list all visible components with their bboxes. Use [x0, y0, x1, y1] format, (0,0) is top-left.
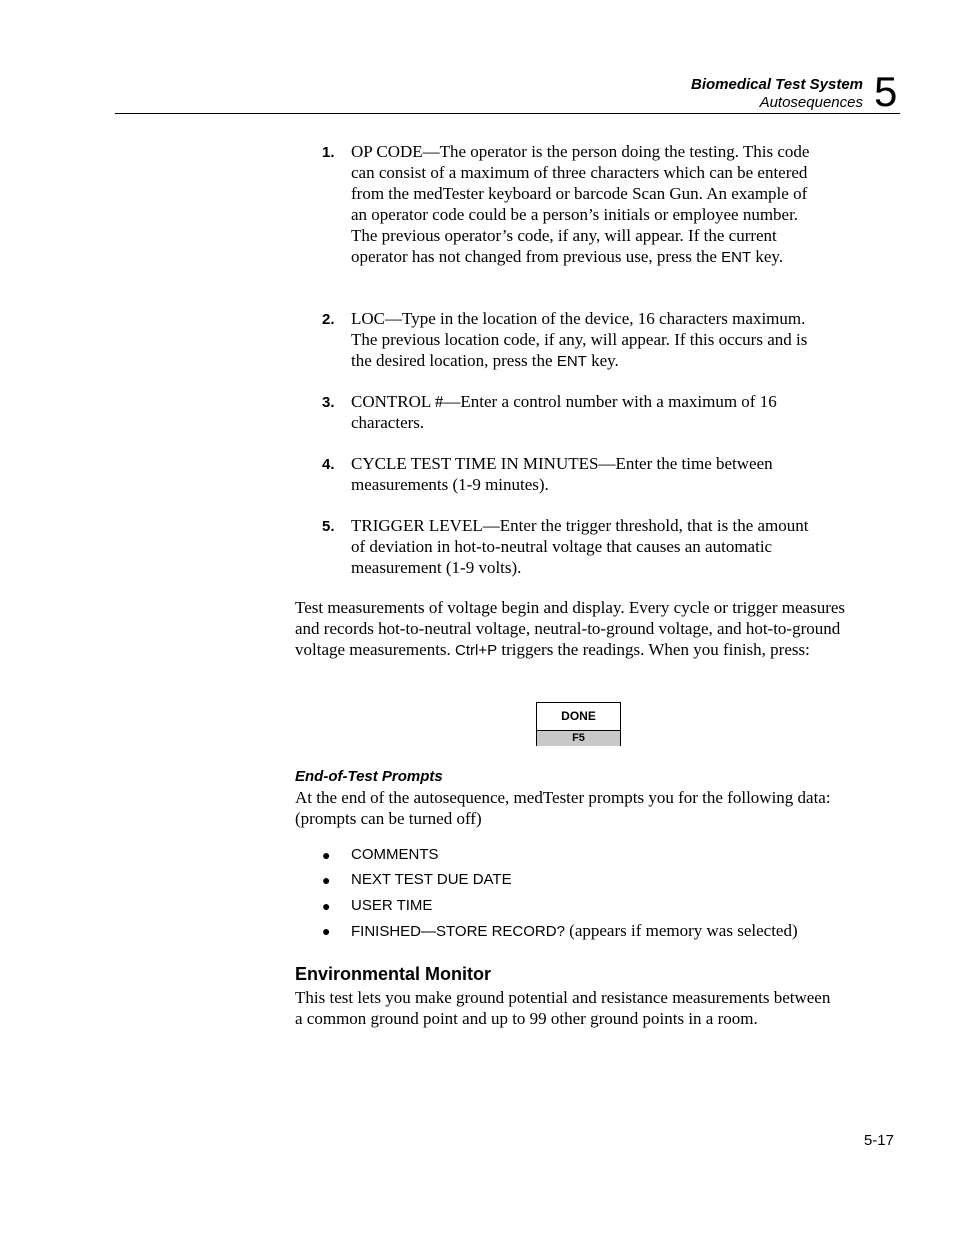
step-number: 2.: [322, 311, 335, 328]
bullet-item: ● COMMENTS: [322, 846, 439, 863]
bullet-icon: ●: [322, 923, 331, 939]
section-paragraph: This test lets you make ground potential and resistance measurements between a common ground point and up to 99 other ground points in a room.: [295, 988, 831, 1028]
section-heading: End-of-Test Prompts: [295, 768, 443, 785]
bullet-icon: ●: [322, 872, 331, 888]
header-rule: [115, 113, 900, 114]
bullet-icon: ●: [322, 898, 331, 914]
done-softkey-illustration: [536, 702, 621, 746]
measurement-paragraph: Test measurements of voltage begin and display. Every cycle or trigger measures and records hot-to-neutral voltage, neutral-to-ground voltage, and hot-to-ground voltage measurements. Ctrl+P triggers the readings. When you finish, press:: [295, 598, 846, 659]
running-header-subtitle: Autosequences: [759, 94, 863, 111]
step-item: [322, 515, 822, 578]
step-item: [322, 141, 822, 268]
step-number: 5.: [322, 518, 335, 535]
step-item: [322, 308, 822, 372]
step-text: TRIGGER LEVEL—Enter the trigger threshold, that is the amount of deviation in hot-to-neutral voltage that causes an automatic measurement (1-9 volts).: [351, 516, 809, 577]
step-text: CYCLE TEST TIME IN MINUTES—Enter the time between measurements (1-9 minutes).: [351, 454, 773, 494]
step-item: [322, 391, 822, 433]
softkey-label: DONE: [561, 709, 596, 723]
page-number: 5-17: [863, 1132, 894, 1149]
section-heading: Environmental Monitor: [295, 964, 492, 984]
step-text: CONTROL #—Enter a control number with a maximum of 16 characters.: [351, 392, 777, 432]
step-item: [322, 453, 822, 495]
key-name: Ctrl+P: [455, 642, 498, 659]
key-name: ENT: [556, 353, 587, 370]
running-header-title: Biomedical Test System: [690, 76, 863, 93]
key-name: ENT: [721, 249, 752, 266]
step-number: 1.: [322, 144, 335, 161]
step-number: 3.: [322, 394, 335, 411]
bullet-item: ● NEXT TEST DUE DATE: [322, 871, 512, 888]
section-intro: At the end of the autosequence, medTester prompts you for the following data: (prompts can be turned off): [295, 788, 831, 828]
step-text: OP CODE—The operator is the person doing the testing. This code can consist of a maximum of three characters which can be entered from the medTester keyboard or barcode Scan Gun. An example of an operator code could be a person’s initials or employee number. The previous operator’s code, if any, will appear. If the current operator has not changed from previous use, press the ENT key.: [351, 142, 810, 266]
chapter-number: 5: [874, 68, 898, 115]
bullet-icon: ●: [322, 847, 331, 863]
step-text: LOC—Type in the location of the device, 16 characters maximum. The previous location code, if any, will appear. If this occurs and is the desired location, press the ENT key.: [351, 309, 808, 370]
bullet-item: ● USER TIME: [322, 897, 433, 914]
step-number: 4.: [322, 456, 335, 473]
softkey-function-key: F5: [537, 730, 620, 746]
bullet-item: ● FINISHED—STORE RECORD? (appears if memory was selected): [322, 921, 798, 940]
